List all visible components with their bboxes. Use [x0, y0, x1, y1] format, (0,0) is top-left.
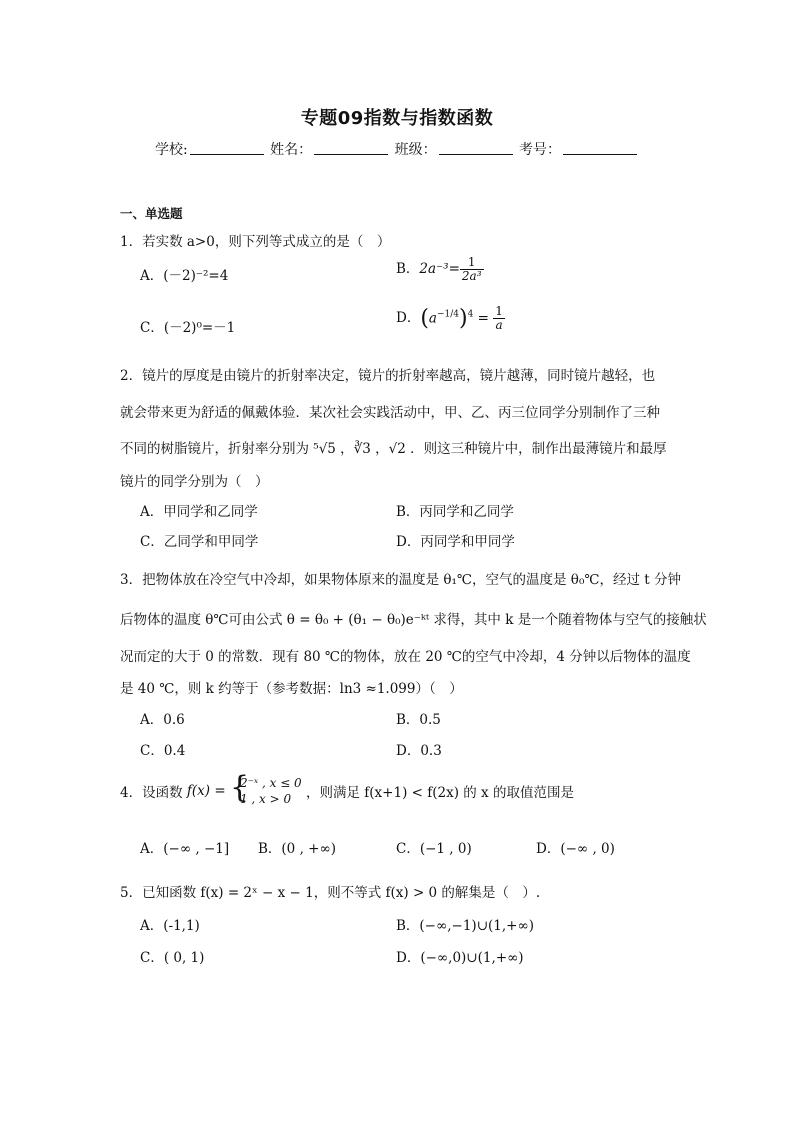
question-2-line-1: 2．镜片的厚度是由镜片的折射率决定，镜片的折射率越高，镜片越薄，同时镜片越轻，也 [120, 368, 656, 384]
question-4-option-c: C．(−1 , 0) [396, 841, 472, 857]
question-5-option-d: D．(−∞,0)∪(1,+∞) [396, 950, 524, 966]
class-blank[interactable] [439, 142, 513, 155]
question-2-option-c: C．乙同学和甲同学 [140, 534, 259, 550]
question-4-stem [120, 770, 574, 807]
option-b-label: B． [396, 261, 420, 278]
fraction-numerator: 1 [460, 256, 484, 270]
question-5-stem: 5．已知函数 f(x) = 2ˣ − x − 1，则不等式 f(x) > 0 的解集是（ ）. [120, 885, 541, 901]
piecewise-case-1: 2⁻ˣ , x ≤ 0 [239, 776, 302, 790]
number-label: 考号： [519, 142, 562, 158]
option-d-fraction [493, 305, 505, 332]
question-2-option-b: B．丙同学和乙同学 [396, 504, 514, 520]
option-d-equals: = [477, 310, 489, 327]
question-3-line-3: 况而定的大于 0 的常数．现有 80 ℃的物体，放在 20 ℃的空气中冷却，4 分钟以后物体的温度 [120, 649, 691, 665]
question-4-option-b: B．(0 , +∞) [258, 841, 336, 857]
piecewise-definition [229, 770, 302, 807]
question-3-option-b: B．0.5 [396, 712, 441, 728]
option-d-inner-exponent: −1/4 [436, 309, 460, 320]
fraction-numerator: 1 [495, 304, 503, 318]
question-3-option-d: D．0.3 [396, 743, 442, 759]
question-1-option-d [396, 305, 505, 332]
q4-prefix: 4．设函数 [120, 785, 183, 802]
school-blank[interactable] [190, 142, 264, 155]
q4-function: f(x) = [186, 783, 226, 800]
question-2-line-2: 就会带来更为舒适的佩戴体验．某次社会实践活动中，甲、乙、丙三位同学分别制作了三种 [120, 405, 660, 421]
question-4-option-a: A．(−∞ , −1] [140, 841, 230, 857]
brace-icon: { [229, 770, 250, 805]
question-3-line-1: 3．把物体放在冷空气中冷却，如果物体原来的温度是 θ₁℃，空气的温度是 θ₀℃，经过 t 分钟 [120, 572, 681, 588]
right-paren: ) [459, 306, 468, 332]
option-b-expr: 2a⁻³= [419, 261, 460, 278]
question-2-option-a: A．甲同学和乙同学 [140, 504, 258, 520]
option-d-label: D． [396, 310, 421, 327]
name-blank[interactable] [314, 142, 388, 155]
student-info-line [0, 139, 794, 159]
question-3-line-2: 后物体的温度 θ℃可由公式 θ = θ₀ + (θ₁ − θ₀)e⁻ᵏᵗ 求得，其中 k 是一个随着物体与空气的接触状 [120, 612, 707, 628]
question-2-line-4: 镜片的同学分别为（ ） [120, 474, 269, 490]
q4-suffix: ，则满足 f(x+1) < f(2x) 的 x 的取值范围是 [306, 785, 574, 802]
piecewise-case-2: 1 , x > 0 [239, 792, 292, 807]
question-3-option-a: A．0.6 [140, 712, 185, 728]
class-label: 班级： [394, 142, 437, 158]
question-5-option-c: C．( 0, 1) [140, 950, 205, 966]
question-2-option-d: D．丙同学和甲同学 [396, 534, 515, 550]
question-1-option-b [396, 256, 484, 283]
question-4-option-d: D．(−∞ , 0) [536, 841, 615, 857]
question-1-option-c: C．(－2)⁰=－1 [140, 320, 236, 336]
question-2-line-3: 不同的树脂镜片，折射率分别为 ⁵√5 ，∛3 ，√2 ．则这三种镜片中，制作出最薄镜片和最厚 [120, 441, 667, 457]
option-b-fraction [460, 256, 484, 283]
number-blank[interactable] [563, 142, 637, 155]
section-heading: 一、单选题 [120, 206, 183, 221]
fraction-denominator: a [495, 318, 503, 333]
option-d-outer-exponent: 4 [467, 309, 474, 320]
question-5-option-a: A．(-1,1) [140, 918, 200, 934]
page-title: 专题09指数与指数函数 [300, 108, 494, 129]
question-3-line-4: 是 40 ℃，则 k 约等于（参考数据：ln3 ≈1.099）（ ） [120, 681, 463, 697]
school-label: 学校: [154, 142, 188, 158]
option-d-base: a [428, 310, 437, 327]
question-3-option-c: C．0.4 [140, 743, 186, 759]
left-paren: ( [420, 306, 429, 332]
question-5-option-b: B．(−∞,−1)∪(1,+∞) [396, 918, 534, 934]
fraction-denominator: 2a³ [461, 269, 482, 284]
name-label: 姓名： [270, 142, 313, 158]
question-1-option-a: A．(－2)⁻²=4 [140, 268, 229, 284]
question-1-stem: 1．若实数 a>0，则下列等式成立的是（ ） [120, 234, 391, 250]
